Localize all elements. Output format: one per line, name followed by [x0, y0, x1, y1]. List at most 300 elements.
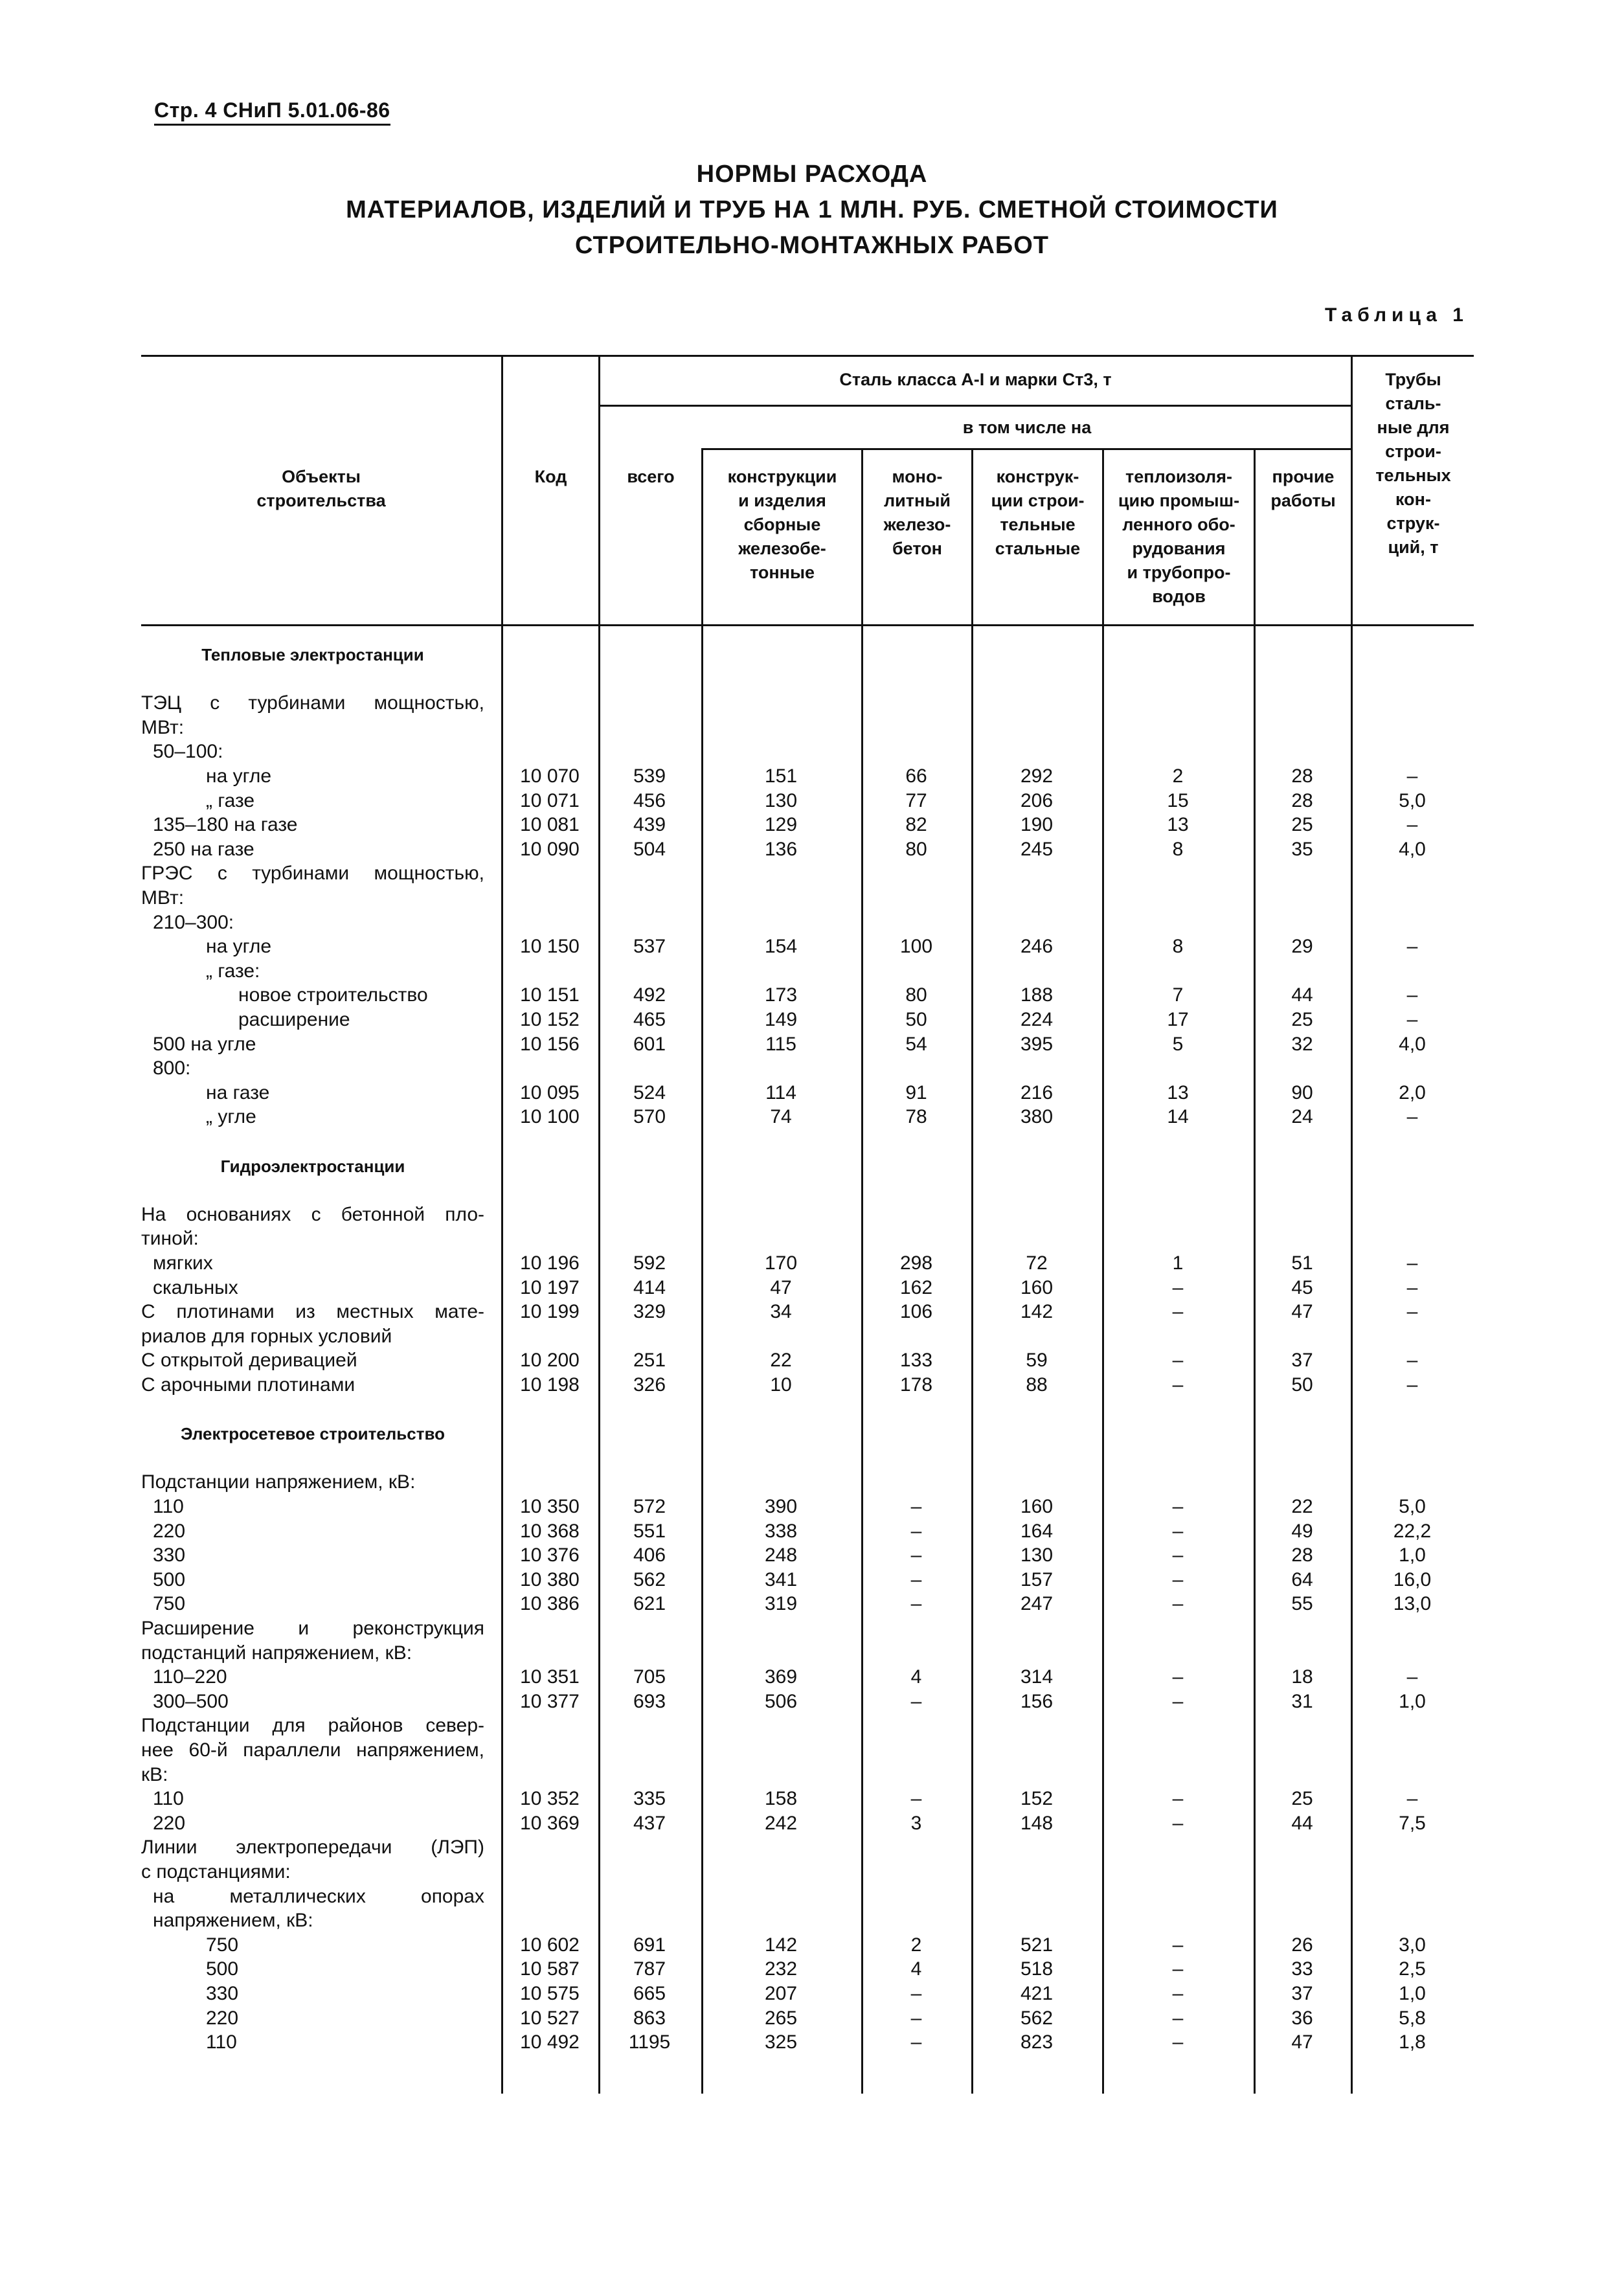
- cell-c1: 506: [764, 1690, 798, 1712]
- cell-code: 10 150: [520, 936, 580, 958]
- cell-c3: 190: [1020, 814, 1054, 836]
- row-label: напряжением, кВ:: [153, 1910, 313, 1932]
- cell-c2: 133: [899, 1350, 933, 1372]
- col-divider: [1102, 448, 1104, 2094]
- cell-c3: 314: [1020, 1666, 1054, 1688]
- cell-c1: 248: [764, 1544, 798, 1566]
- row-label: на угле: [206, 936, 272, 958]
- cell-code: 10 587: [520, 1958, 580, 1980]
- cell-c3: 152: [1020, 1788, 1054, 1810]
- cell-c3: 72: [1026, 1252, 1048, 1274]
- row-label: расширение: [238, 1009, 350, 1030]
- cell-code: 10 380: [520, 1568, 580, 1590]
- row-label: 110: [206, 2031, 237, 2053]
- cell-pipe: –: [1406, 1301, 1418, 1323]
- cell-c1: 115: [765, 1033, 796, 1055]
- cell-c1: 129: [764, 814, 798, 836]
- cell-c5: 55: [1291, 1593, 1313, 1615]
- row-label: новое строительство: [238, 984, 428, 1006]
- cell-c4: –: [1172, 1958, 1184, 1980]
- cell-c4: 13: [1167, 814, 1189, 836]
- cell-c2: 80: [905, 838, 927, 860]
- cell-c5: 29: [1291, 936, 1313, 958]
- cell-c4: –: [1172, 2031, 1184, 2053]
- col-divider: [861, 448, 863, 2094]
- cell-c5: 25: [1291, 814, 1313, 836]
- cell-code: 10 197: [520, 1276, 580, 1298]
- cell-pipe: –: [1406, 1276, 1418, 1298]
- cell-c4: –: [1172, 1374, 1184, 1396]
- cell-c4: 13: [1167, 1081, 1189, 1103]
- cell-c1: 173: [764, 984, 798, 1006]
- row-label: ГРЭС с турбинами мощностью,: [141, 863, 484, 885]
- cell-c4: –: [1172, 1520, 1184, 1542]
- cell-c1: 369: [764, 1666, 798, 1688]
- cell-c4: –: [1172, 1568, 1184, 1590]
- cell-c3: 247: [1020, 1593, 1054, 1615]
- cell-c2: 77: [905, 789, 927, 811]
- row-label: 220: [153, 1520, 186, 1542]
- cell-code: 10 376: [520, 1544, 580, 1566]
- row-label: На основаниях с бетонной пло-: [141, 1203, 484, 1225]
- cell-pipe: –: [1406, 1350, 1418, 1372]
- cell-c1: 10: [770, 1374, 792, 1396]
- cell-pipe: –: [1406, 1374, 1418, 1396]
- page-header: Стр. 4 СНиП 5.01.06-86: [154, 98, 390, 126]
- cell-c3: 157: [1020, 1568, 1054, 1590]
- cell-c2: 50: [905, 1009, 927, 1030]
- row-label: 135–180 на газе: [153, 814, 298, 836]
- cell-c5: 44: [1291, 1812, 1313, 1834]
- cell-c1: 47: [770, 1276, 792, 1298]
- cell-c4: 8: [1172, 936, 1184, 958]
- cell-c5: 47: [1291, 2031, 1313, 2053]
- cell-code: 10 196: [520, 1252, 580, 1274]
- cell-c3: 148: [1020, 1812, 1054, 1834]
- row-label: МВт:: [141, 716, 185, 738]
- table-label: Таблица 1: [1324, 304, 1469, 326]
- cell-code: 10 151: [520, 984, 580, 1006]
- cell-c5: 37: [1291, 1983, 1313, 2004]
- cell-total: 465: [633, 1009, 666, 1030]
- cell-c1: 130: [764, 789, 798, 811]
- cell-c4: –: [1172, 1350, 1184, 1372]
- row-label: 330: [206, 1983, 239, 2004]
- cell-c1: 341: [764, 1568, 798, 1590]
- row-label: 500: [153, 1568, 186, 1590]
- cell-total: 705: [633, 1666, 666, 1688]
- cell-code: 10 350: [520, 1496, 580, 1517]
- cell-c5: 32: [1291, 1033, 1313, 1055]
- cell-c3: 421: [1020, 1983, 1054, 2004]
- cell-c1: 22: [770, 1350, 792, 1372]
- header-col-insulation: теплоизоля- цию промыш- ленного обо- рудования и трубопро- водов: [1118, 467, 1240, 606]
- cell-code: 10 602: [520, 1934, 580, 1956]
- cell-pipe: 5,8: [1399, 2007, 1426, 2029]
- cell-pipe: 4,0: [1399, 838, 1426, 860]
- cell-c3: 521: [1020, 1934, 1054, 1956]
- row-label: на газе: [206, 1081, 270, 1103]
- cell-pipe: –: [1406, 984, 1418, 1006]
- cell-code: 10 527: [520, 2007, 580, 2029]
- cell-total: 326: [633, 1374, 666, 1396]
- cell-c1: 319: [764, 1593, 798, 1615]
- cell-code: 10 492: [520, 2031, 580, 2053]
- cell-pipe: –: [1406, 765, 1418, 787]
- cell-c4: 2: [1172, 765, 1184, 787]
- cell-c5: 36: [1291, 2007, 1313, 2029]
- cell-c1: 136: [764, 838, 798, 860]
- row-label: на металлических опорах: [153, 1885, 484, 1907]
- cell-c5: 90: [1291, 1081, 1313, 1103]
- cell-pipe: 4,0: [1399, 1033, 1426, 1055]
- col-divider: [971, 448, 973, 2094]
- row-label: 110–220: [153, 1666, 227, 1688]
- row-label: 330: [153, 1544, 186, 1566]
- cell-code: 10 199: [520, 1301, 580, 1323]
- row-label: Расширение и реконструкция: [141, 1618, 484, 1639]
- cell-code: 10 198: [520, 1374, 580, 1396]
- cell-code: 10 071: [520, 789, 580, 811]
- cell-code: 10 070: [520, 765, 580, 787]
- row-label: на угле: [206, 765, 272, 787]
- cell-c1: 265: [764, 2007, 798, 2029]
- cell-total: 693: [633, 1690, 666, 1712]
- cell-c3: 142: [1020, 1301, 1054, 1323]
- cell-code: 10 368: [520, 1520, 580, 1542]
- row-label: мягких: [153, 1252, 213, 1274]
- cell-c2: –: [910, 2007, 922, 2029]
- cell-pipe: 22,2: [1393, 1520, 1432, 1542]
- cell-code: 10 369: [520, 1812, 580, 1834]
- row-label: тиной:: [141, 1228, 199, 1250]
- cell-c2: 66: [905, 765, 927, 787]
- row-label: 50–100:: [153, 741, 223, 763]
- cell-c3: 246: [1020, 936, 1054, 958]
- cell-c1: 114: [765, 1081, 796, 1103]
- row-label: 210–300:: [153, 911, 234, 933]
- col-divider: [701, 448, 703, 2094]
- cell-c5: 45: [1291, 1276, 1313, 1298]
- cell-c4: –: [1172, 1812, 1184, 1834]
- cell-total: 1195: [628, 2031, 671, 2053]
- cell-total: 691: [633, 1934, 666, 1956]
- cell-pipe: 1,0: [1399, 1544, 1426, 1566]
- cell-c5: 35: [1291, 838, 1313, 860]
- row-label: С открытой деривацией: [141, 1350, 357, 1372]
- cell-c1: 151: [764, 765, 798, 787]
- cell-c4: 1: [1172, 1252, 1184, 1274]
- cell-c3: 188: [1020, 984, 1054, 1006]
- cell-c2: 78: [905, 1106, 927, 1128]
- row-label: Подстанции для районов север-: [141, 1715, 484, 1737]
- cell-c4: –: [1172, 2007, 1184, 2029]
- cell-total: 492: [633, 984, 666, 1006]
- cell-code: 10 351: [520, 1666, 580, 1688]
- cell-c2: 162: [899, 1276, 933, 1298]
- cell-pipe: 2,0: [1399, 1081, 1426, 1103]
- cell-c2: 91: [905, 1081, 927, 1103]
- row-label: 500: [206, 1958, 239, 1980]
- cell-pipe: –: [1406, 1009, 1418, 1030]
- cell-c2: 80: [905, 984, 927, 1006]
- row-label: 250 на газе: [153, 838, 254, 860]
- cell-c1: 338: [764, 1520, 798, 1542]
- cell-total: 439: [633, 814, 666, 836]
- cell-c5: 51: [1291, 1252, 1313, 1274]
- row-label: 800:: [153, 1057, 191, 1080]
- cell-c2: 100: [899, 936, 933, 958]
- row-label: риалов для горных условий: [141, 1325, 392, 1347]
- cell-c4: 17: [1167, 1009, 1189, 1030]
- cell-c2: 2: [910, 1934, 922, 1956]
- cell-total: 537: [633, 936, 666, 958]
- header-code: Код: [534, 467, 567, 486]
- title-line-3: СТРОИТЕЛЬНО-МОНТАЖНЫХ РАБОТ: [575, 232, 1049, 259]
- cell-c2: 4: [910, 1666, 922, 1688]
- cell-c5: 26: [1291, 1934, 1313, 1956]
- cell-pipe: –: [1406, 1788, 1418, 1810]
- cell-code: 10 200: [520, 1350, 580, 1372]
- cell-c1: 325: [764, 2031, 798, 2053]
- cell-c1: 207: [764, 1983, 798, 2004]
- cell-code: 10 100: [520, 1106, 580, 1128]
- cell-c4: –: [1172, 1301, 1184, 1323]
- header-pipes: Трубы сталь- ные для строи- тельных кон- струк- ций, т: [1375, 370, 1451, 557]
- cell-code: 10 152: [520, 1009, 580, 1030]
- cell-c3: 160: [1020, 1496, 1054, 1517]
- cell-code: 10 081: [520, 814, 580, 836]
- cell-pipe: 5,0: [1399, 789, 1426, 811]
- cell-pipe: 3,0: [1399, 1934, 1426, 1956]
- cell-c1: 154: [764, 936, 798, 958]
- cell-c2: 298: [899, 1252, 933, 1274]
- cell-pipe: 1,0: [1399, 1690, 1426, 1712]
- header-total: всего: [627, 467, 675, 486]
- cell-pipe: –: [1406, 814, 1418, 836]
- cell-pipe: 1,0: [1399, 1983, 1426, 2004]
- cell-c1: 170: [764, 1252, 798, 1274]
- cell-c5: 18: [1291, 1666, 1313, 1688]
- title-line-2: МАТЕРИАЛОВ, ИЗДЕЛИЙ И ТРУБ НА 1 МЛН. РУБ. СМЕТНОЙ СТОИМОСТИ: [346, 196, 1278, 223]
- cell-c2: –: [910, 1520, 922, 1542]
- cell-total: 524: [633, 1081, 666, 1103]
- cell-total: 329: [633, 1301, 666, 1323]
- row-label: Подстанции напряжением, кВ:: [141, 1471, 416, 1493]
- cell-c5: 64: [1291, 1568, 1313, 1590]
- cell-pipe: 13,0: [1393, 1593, 1432, 1615]
- row-label: 220: [206, 2007, 239, 2029]
- cell-c5: 24: [1291, 1106, 1313, 1128]
- cell-c4: –: [1172, 1496, 1184, 1517]
- cell-c2: 106: [899, 1301, 933, 1323]
- cell-c4: –: [1172, 1276, 1184, 1298]
- cell-total: 863: [633, 2007, 666, 2029]
- cell-pipe: 1,8: [1399, 2031, 1426, 2053]
- cell-c3: 518: [1020, 1958, 1054, 1980]
- row-label: ТЭЦ с турбинами мощностью,: [141, 692, 484, 714]
- cell-total: 551: [633, 1520, 666, 1542]
- cell-c5: 28: [1291, 765, 1313, 787]
- cell-c5: 22: [1291, 1496, 1313, 1517]
- row-label: „ газе:: [206, 960, 260, 982]
- cell-code: 10 386: [520, 1593, 580, 1615]
- cell-c2: –: [910, 1983, 922, 2004]
- header-col-other: прочие работы: [1270, 467, 1336, 510]
- row-label: 110: [153, 1788, 184, 1810]
- cell-c3: 245: [1020, 838, 1054, 860]
- cell-c4: –: [1172, 1788, 1184, 1810]
- cell-c1: 74: [770, 1106, 792, 1128]
- cell-c3: 380: [1020, 1106, 1054, 1128]
- cell-c5: 44: [1291, 984, 1313, 1006]
- cell-total: 251: [633, 1350, 666, 1372]
- cell-c5: 31: [1291, 1690, 1313, 1712]
- cell-code: 10 575: [520, 1983, 580, 2004]
- cell-total: 437: [633, 1812, 666, 1834]
- cell-pipe: 7,5: [1399, 1812, 1426, 1834]
- cell-c1: 142: [764, 1934, 798, 1956]
- cell-c1: 390: [764, 1496, 798, 1517]
- header-steel: Сталь класса А-I и марки Ст3, т: [839, 370, 1112, 389]
- row-label: 500 на угле: [153, 1033, 256, 1055]
- cell-total: 335: [633, 1788, 666, 1810]
- row-label: „ угле: [206, 1106, 256, 1128]
- cell-c4: 15: [1167, 789, 1189, 811]
- cell-code: 10 090: [520, 838, 580, 860]
- cell-c2: 82: [905, 814, 927, 836]
- row-label: скальных: [153, 1276, 238, 1298]
- row-label: нее 60-й параллели напряжением,: [141, 1739, 484, 1761]
- cell-c5: 28: [1291, 789, 1313, 811]
- cell-total: 504: [633, 838, 666, 860]
- cell-c2: 178: [899, 1374, 933, 1396]
- cell-c3: 206: [1020, 789, 1054, 811]
- cell-c4: –: [1172, 1690, 1184, 1712]
- cell-c4: –: [1172, 1544, 1184, 1566]
- steel-group-rule: [598, 405, 1351, 407]
- cell-c4: –: [1172, 1983, 1184, 2004]
- cell-code: 10 156: [520, 1033, 580, 1055]
- cell-pipe: 2,5: [1399, 1958, 1426, 1980]
- row-label: 220: [153, 1812, 186, 1834]
- row-label: подстанций напряжением, кВ:: [141, 1642, 412, 1664]
- cell-total: 406: [633, 1544, 666, 1566]
- cell-pipe: –: [1406, 936, 1418, 958]
- cell-total: 414: [633, 1276, 666, 1298]
- cell-total: 592: [633, 1252, 666, 1274]
- cell-pipe: 5,0: [1399, 1496, 1426, 1517]
- cell-c3: 59: [1026, 1350, 1048, 1372]
- cell-total: 665: [633, 1983, 666, 2004]
- cell-total: 539: [633, 765, 666, 787]
- cell-c4: –: [1172, 1666, 1184, 1688]
- cell-total: 570: [633, 1106, 666, 1128]
- cell-c5: 50: [1291, 1374, 1313, 1396]
- section-heading: Гидроэлектростанции: [220, 1156, 405, 1176]
- row-label: МВт:: [141, 887, 185, 909]
- cell-pipe: –: [1406, 1666, 1418, 1688]
- row-label: 300–500: [153, 1690, 229, 1712]
- cell-c4: –: [1172, 1934, 1184, 1956]
- cell-c5: 33: [1291, 1958, 1313, 1980]
- row-label: С плотинами из местных мате-: [141, 1301, 484, 1323]
- table-top-rule: [141, 355, 1474, 357]
- cell-c1: 158: [764, 1788, 798, 1810]
- cell-c4: 5: [1172, 1033, 1184, 1055]
- cell-c5: 47: [1291, 1301, 1313, 1323]
- cell-total: 601: [633, 1033, 666, 1055]
- cell-c1: 34: [770, 1301, 792, 1323]
- header-objects: Объекты строительства: [256, 467, 386, 510]
- cell-total: 456: [633, 789, 666, 811]
- cell-pipe: 16,0: [1393, 1568, 1432, 1590]
- row-label: Линии электропередачи (ЛЭП): [141, 1837, 484, 1859]
- cell-c3: 160: [1020, 1276, 1054, 1298]
- cell-c3: 224: [1020, 1009, 1054, 1030]
- header-col-steel-struct: конструк- ции строи- тельные стальные: [991, 467, 1085, 558]
- cell-c5: 37: [1291, 1350, 1313, 1372]
- cell-c3: 156: [1020, 1690, 1054, 1712]
- cell-c3: 562: [1020, 2007, 1054, 2029]
- header-bottom-rule: [141, 624, 1474, 626]
- section-heading: Тепловые электростанции: [201, 645, 424, 664]
- cell-c5: 25: [1291, 1009, 1313, 1030]
- cell-total: 562: [633, 1568, 666, 1590]
- cell-c2: –: [910, 1593, 922, 1615]
- cell-c5: 28: [1291, 1544, 1313, 1566]
- cell-c4: 7: [1172, 984, 1184, 1006]
- row-label: 110: [153, 1496, 184, 1517]
- cell-c4: 8: [1172, 838, 1184, 860]
- cell-pipe: –: [1406, 1106, 1418, 1128]
- row-label: с подстанциями:: [141, 1861, 291, 1883]
- cell-code: 10 095: [520, 1081, 580, 1103]
- cell-c2: 54: [905, 1033, 927, 1055]
- cell-c2: –: [910, 1496, 922, 1517]
- cell-c4: 14: [1167, 1106, 1189, 1128]
- cell-total: 621: [633, 1593, 666, 1615]
- cell-c3: 395: [1020, 1033, 1054, 1055]
- cell-c3: 130: [1020, 1544, 1054, 1566]
- cell-c4: –: [1172, 1593, 1184, 1615]
- cell-c2: –: [910, 1788, 922, 1810]
- cell-c1: 149: [764, 1009, 798, 1030]
- cell-code: 10 352: [520, 1788, 580, 1810]
- header-col-monolithic: моно- литный железо- бетон: [883, 467, 951, 558]
- cell-c3: 88: [1026, 1374, 1048, 1396]
- cell-c2: –: [910, 2031, 922, 2053]
- row-label: кВ:: [141, 1763, 168, 1785]
- header-col-prefab: конструкции и изделия сборные железобе- тонные: [727, 467, 837, 582]
- header-incl: в том числе на: [962, 418, 1092, 437]
- cell-c1: 232: [764, 1958, 798, 1980]
- cell-c3: 164: [1020, 1520, 1054, 1542]
- cell-c2: 4: [910, 1958, 922, 1980]
- cell-c5: 49: [1291, 1520, 1313, 1542]
- cell-c1: 242: [764, 1812, 798, 1834]
- cell-code: 10 377: [520, 1690, 580, 1712]
- row-label: „ газе: [206, 789, 255, 811]
- cell-c2: –: [910, 1690, 922, 1712]
- row-label: С арочными плотинами: [141, 1374, 355, 1396]
- cell-c3: 823: [1020, 2031, 1054, 2053]
- section-heading: Электросетевое строительство: [181, 1424, 445, 1444]
- cell-total: 572: [633, 1496, 666, 1517]
- row-label: 750: [206, 1934, 239, 1956]
- row-label: 750: [153, 1593, 186, 1615]
- cell-c5: 25: [1291, 1788, 1313, 1810]
